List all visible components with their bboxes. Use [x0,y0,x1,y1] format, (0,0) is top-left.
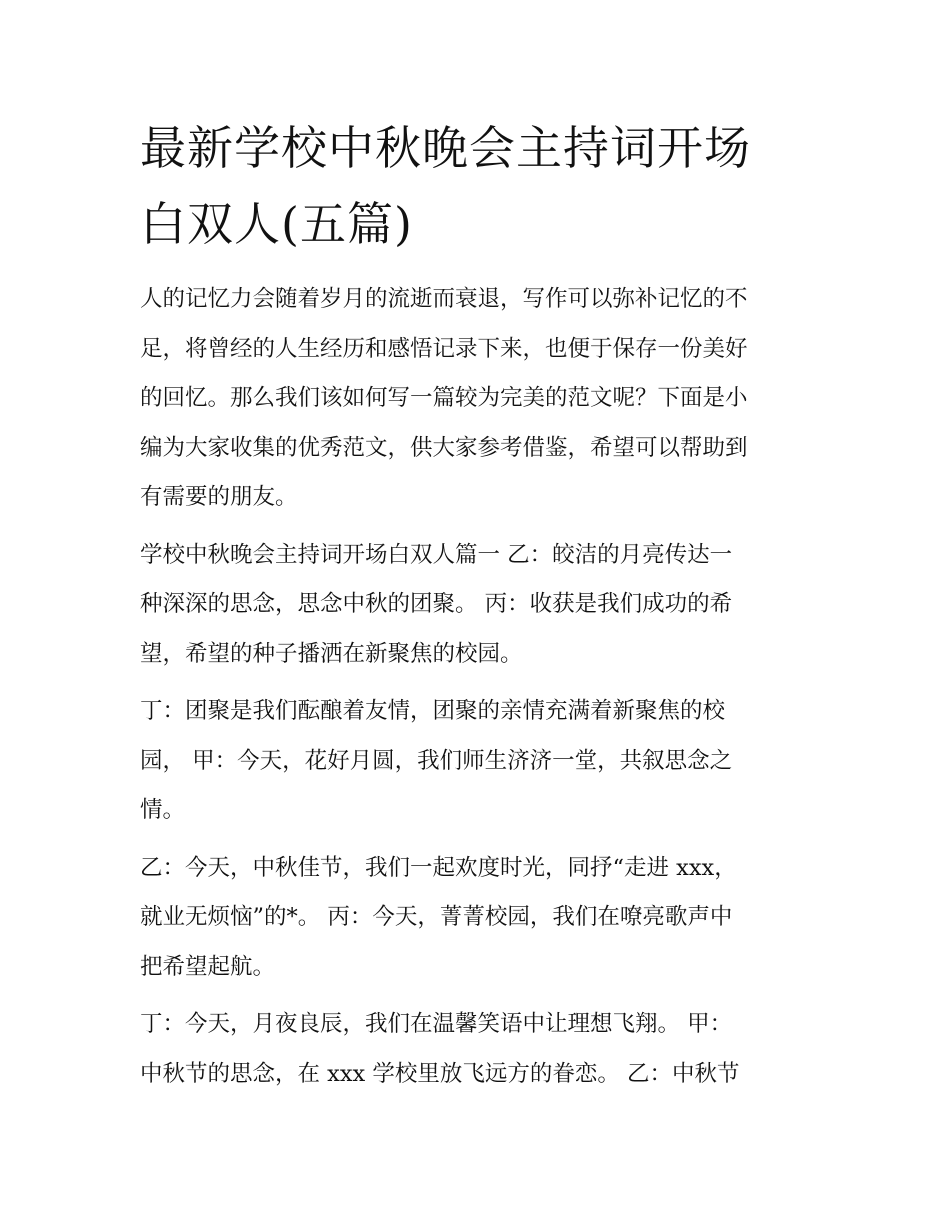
text-line: 人的记忆力会随着岁月的流逝而衰退，写作可以弥补记忆的不 [140,286,748,312]
text-line: 的回忆。那么我们该如何写一篇较为完美的范文呢？下面是小 [140,385,748,411]
title-line-2: 白双人(五篇) [140,197,413,251]
text-line: 把希望起航。 [140,953,276,980]
paragraph-part-one [140,531,812,680]
text-line: 有需要的朋友。 [140,484,298,510]
document-title [140,110,820,262]
text-line: 学校中秋晚会主持词开场白双人篇一 乙：皎洁的月亮传达一 [140,541,733,568]
title-line-1: 最新学校中秋晚会主持词开场 [140,121,751,175]
text-line: 乙：今天，中秋佳节，我们一起欢度时光，同抒“走进 xxx， [140,854,737,881]
paragraph-yi-1 [140,844,812,993]
text-line: 中秋节的思念，在 xxx 学校里放飞远方的眷恋。 乙：中秋节 [140,1060,740,1087]
paragraph-ding-2 [140,1000,812,1099]
text-line: 情。 [140,797,186,823]
text-line: 园， 甲：今天，花好月圆，我们师生济济一堂，共叙思念之 [140,747,733,774]
text-line: 就业无烦恼”的*。 丙：今天，菁菁校园，我们在嘹亮歌声中 [140,904,733,930]
text-line: 编为大家收集的优秀范文，供大家参考借鉴，希望可以帮助到 [140,434,748,461]
text-line: 足，将曾经的人生经历和感悟记录下来，也便于保存一份美好 [140,335,748,362]
text-line: 望，希望的种子播洒在新聚焦的校园。 [140,640,523,667]
text-line: 丁：今天，月夜良辰，我们在温馨笑语中让理想飞翔。 甲： [140,1011,733,1037]
document-body [140,275,812,1107]
text-line: 丁：团聚是我们酝酿着友情，团聚的亲情充满着新聚焦的校 [140,698,726,724]
text-line: 种深深的思念，思念中秋的团聚。 丙：收获是我们成功的希 [140,591,733,617]
paragraph-intro [140,275,812,523]
paragraph-ding-1 [140,687,812,836]
